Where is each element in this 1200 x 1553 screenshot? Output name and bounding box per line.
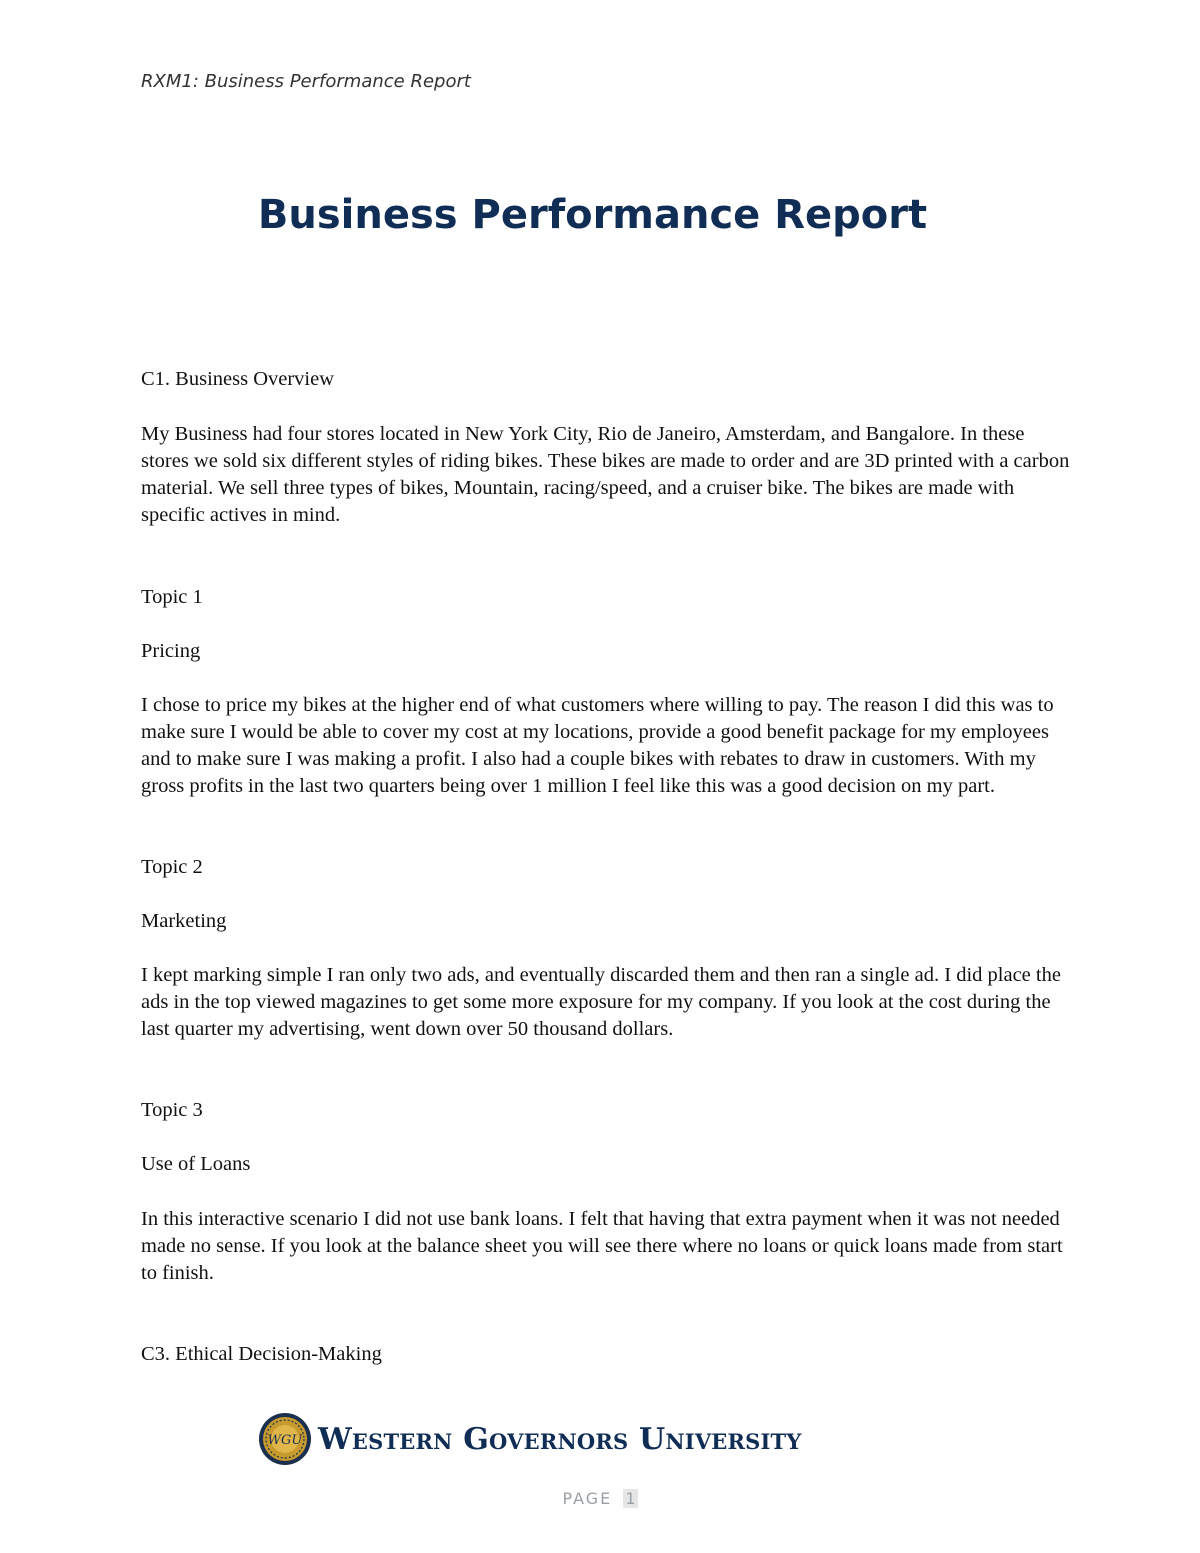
topic-subheading-marketing: Marketing [141,910,227,932]
topic-subheading-loans: Use of Loans [141,1153,251,1175]
section-body-c1: My Business had four stores located in New York City, Rio de Janeiro, Amsterdam, and Bangalore. In these stores we sold six different styles of riding bikes. These bikes are made to order and are 3D printed with a carbon material. We sell three types of bikes, Mountain, racing/speed, and a cruiser bike. The bikes are made with specific actives in mind. [141,423,1070,526]
logo-wordmark: Western Governors University [318,1421,802,1457]
section-heading-c1: C1. Business Overview [141,368,335,390]
running-header: RXM1: Business Performance Report [141,71,471,92]
topic-body-loans: In this interactive scenario I did not use bank loans. I felt that having that extra payment when it was not needed made no sense. If you look at the balance sheet you will see there where no loans or quick loans made from start to finish. [141,1208,1063,1284]
page-number: 1 [625,1489,636,1508]
university-seal-icon [258,1412,312,1466]
topic-heading-1: Topic 1 [141,586,203,608]
section-heading-c3: C3. Ethical Decision-Making [141,1343,382,1365]
topic-body-marketing: I kept marking simple I ran only two ads, and eventually discarded them and then ran a single ad. I did place the ads in the top viewed magazines to get some more exposure for my company. If you look at the cost during the last quarter my advertising, went down over 50 thousand dollars. [141,964,1061,1040]
page-label: PAGE [562,1489,613,1508]
topic-heading-2: Topic 2 [141,856,203,878]
seal-letters: WGU [267,1433,303,1448]
topic-heading-3: Topic 3 [141,1099,203,1121]
page-footer [0,1489,1200,1508]
topic-subheading-pricing: Pricing [141,640,201,662]
university-logo [258,1411,802,1467]
topic-body-pricing: I chose to price my bikes at the higher end of what customers where willing to pay. The reason I did this was to make sure I would be able to cover my cost at my locations, provide a good benefit package for my employees and to make sure I was making a profit. I also had a couple bikes with rebates to draw in customers. With my gross profits in the last two quarters being over 1 million I feel like this was a good decision on my part. [141,694,1054,797]
document-title: Business Performance Report [257,192,928,238]
